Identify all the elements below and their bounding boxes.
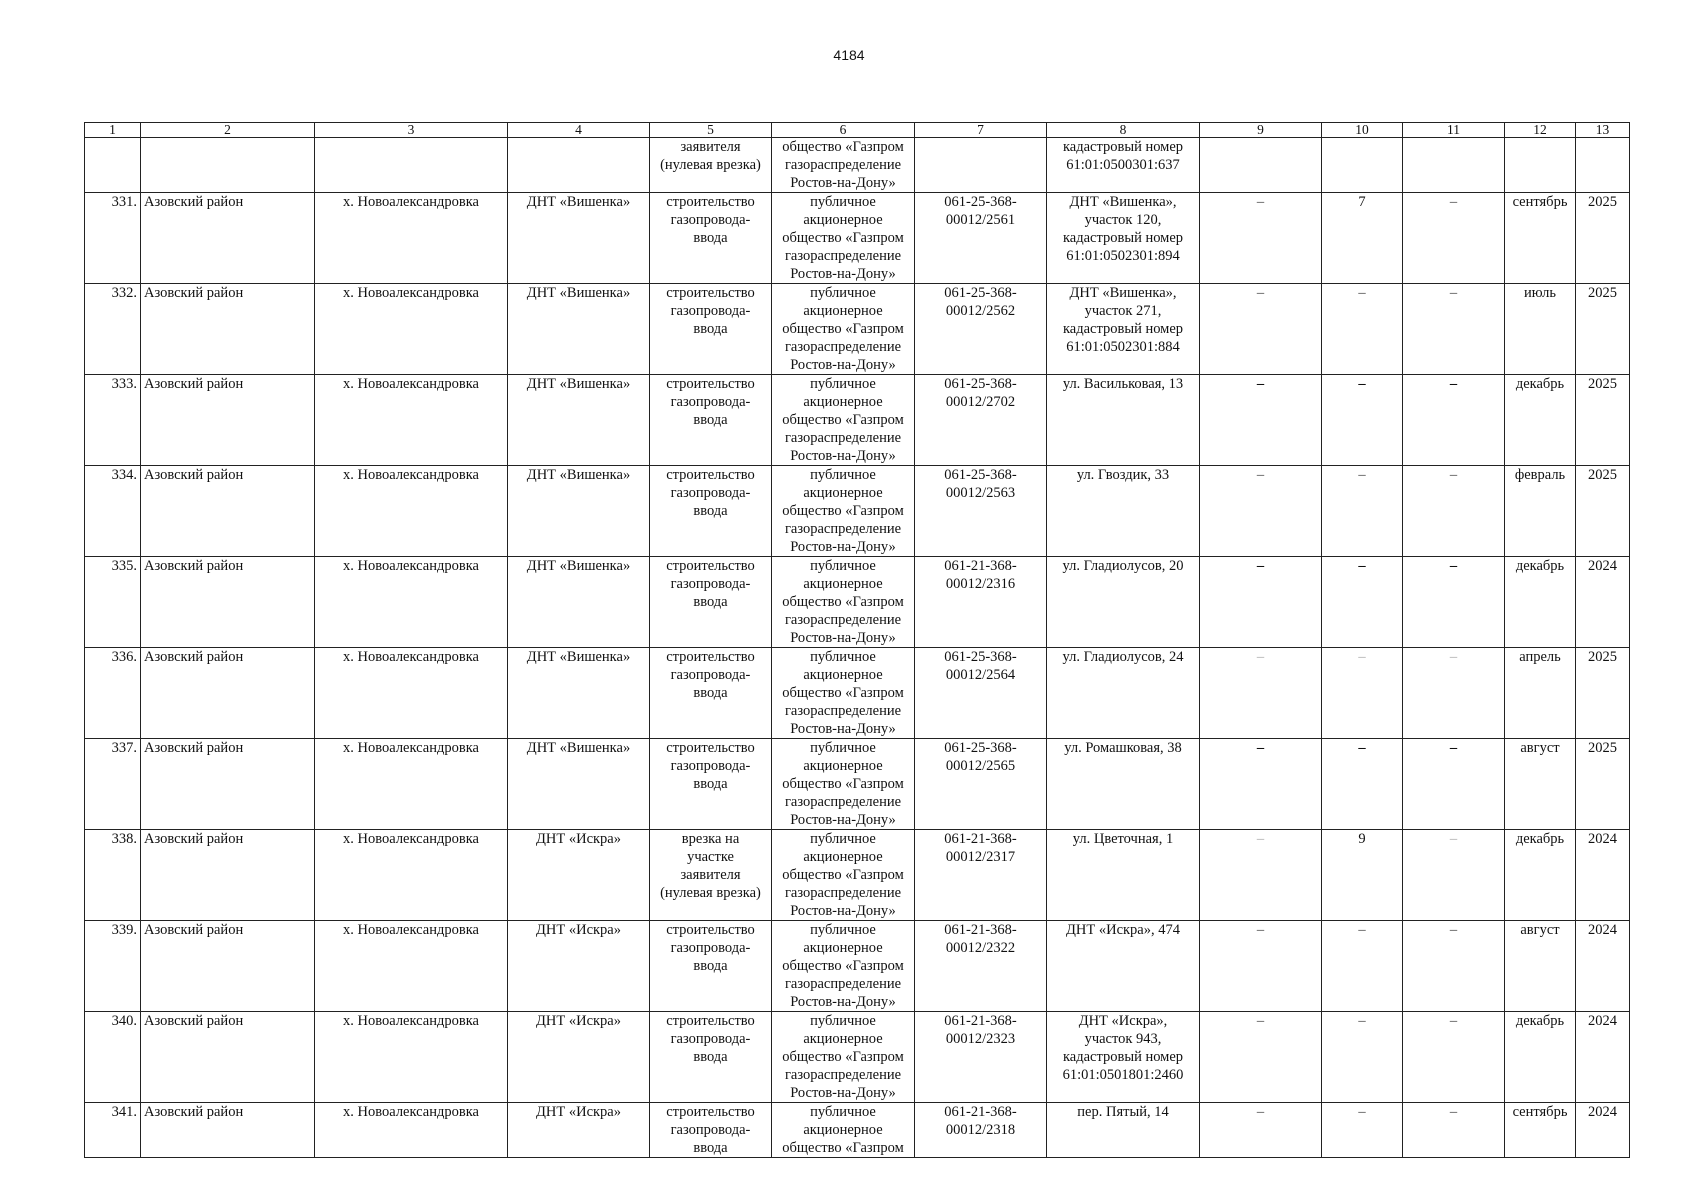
organization-cell: ДНТ «Искра» <box>508 921 650 1012</box>
table-row <box>85 284 1630 375</box>
col11-cell: – <box>1403 1103 1505 1158</box>
column-number: 3 <box>315 123 508 138</box>
row-number-cell: 338. <box>85 830 141 921</box>
table-row <box>85 557 1630 648</box>
address-cell: ул. Гладиолусов, 24 <box>1047 648 1200 739</box>
application-code-cell: 061-21-368- 00012/2316 <box>915 557 1047 648</box>
settlement-cell: х. Новоалександровка <box>315 921 508 1012</box>
col9-cell: – <box>1200 830 1322 921</box>
address-cell: пер. Пятый, 14 <box>1047 1103 1200 1158</box>
company-cell: публичное акционерное общество «Газпром газораспределение Ростов-на-Дону» <box>772 193 915 284</box>
district-cell: Азовский район <box>141 375 315 466</box>
table-cell <box>85 138 141 193</box>
col9-cell: – <box>1200 193 1322 284</box>
work-type-cell: строительство газопровода- ввода <box>650 739 772 830</box>
col11-cell: – <box>1403 1012 1505 1103</box>
table-cell <box>915 138 1047 193</box>
application-code-cell: 061-25-368- 00012/2563 <box>915 466 1047 557</box>
address-cell: ДНТ «Вишенка», участок 271, кадастровый номер 61:01:0502301:884 <box>1047 284 1200 375</box>
table-cell <box>1200 138 1322 193</box>
column-number: 12 <box>1505 123 1576 138</box>
settlement-cell: х. Новоалександровка <box>315 739 508 830</box>
col10-cell: – <box>1322 284 1403 375</box>
organization-cell: ДНТ «Вишенка» <box>508 284 650 375</box>
row-number-cell: 337. <box>85 739 141 830</box>
table-cell <box>141 138 315 193</box>
work-type-cell: строительство газопровода- ввода <box>650 921 772 1012</box>
month-cell: декабрь <box>1505 830 1576 921</box>
col9-cell: – <box>1200 284 1322 375</box>
settlement-cell: х. Новоалександровка <box>315 557 508 648</box>
month-cell: сентябрь <box>1505 193 1576 284</box>
month-cell: апрель <box>1505 648 1576 739</box>
column-number: 13 <box>1576 123 1630 138</box>
settlement-cell: х. Новоалександровка <box>315 193 508 284</box>
application-code-cell: 061-21-368- 00012/2318 <box>915 1103 1047 1158</box>
col10-cell: – <box>1322 375 1403 466</box>
row-number-cell: 339. <box>85 921 141 1012</box>
organization-cell: ДНТ «Искра» <box>508 1012 650 1103</box>
organization-cell: ДНТ «Искра» <box>508 830 650 921</box>
table-row <box>85 739 1630 830</box>
work-type-cell: строительство газопровода- ввода <box>650 284 772 375</box>
month-cell: декабрь <box>1505 1012 1576 1103</box>
application-code-cell: 061-25-368- 00012/2561 <box>915 193 1047 284</box>
column-number: 7 <box>915 123 1047 138</box>
address-cell: ул. Гладиолусов, 20 <box>1047 557 1200 648</box>
continuation-row <box>85 138 1630 193</box>
year-cell: 2024 <box>1576 1012 1630 1103</box>
column-number-row <box>85 123 1630 138</box>
col10-cell: – <box>1322 921 1403 1012</box>
table-row <box>85 193 1630 284</box>
col10-cell: 7 <box>1322 193 1403 284</box>
col9-cell: – <box>1200 1103 1322 1158</box>
year-cell: 2024 <box>1576 557 1630 648</box>
row-number-cell: 334. <box>85 466 141 557</box>
col9-cell: – <box>1200 921 1322 1012</box>
company-cell: публичное акционерное общество «Газпром газораспределение Ростов-на-Дону» <box>772 830 915 921</box>
work-type-cell: строительство газопровода- ввода <box>650 375 772 466</box>
col10-cell: – <box>1322 557 1403 648</box>
application-code-cell: 061-25-368- 00012/2562 <box>915 284 1047 375</box>
work-type-cell: строительство газопровода- ввода <box>650 1103 772 1158</box>
table-cell <box>1322 138 1403 193</box>
organization-cell: ДНТ «Вишенка» <box>508 739 650 830</box>
district-cell: Азовский район <box>141 739 315 830</box>
col11-cell: – <box>1403 648 1505 739</box>
year-cell: 2025 <box>1576 739 1630 830</box>
table-row <box>85 466 1630 557</box>
company-cell: общество «Газпром газораспределение Ростов-на-Дону» <box>772 138 915 193</box>
col11-cell: – <box>1403 466 1505 557</box>
column-number: 10 <box>1322 123 1403 138</box>
company-cell: публичное акционерное общество «Газпром газораспределение Ростов-на-Дону» <box>772 739 915 830</box>
address-cell: ДНТ «Искра», участок 943, кадастровый номер 61:01:0501801:2460 <box>1047 1012 1200 1103</box>
district-cell: Азовский район <box>141 466 315 557</box>
address-cell: ул. Васильковая, 13 <box>1047 375 1200 466</box>
column-number: 6 <box>772 123 915 138</box>
settlement-cell: х. Новоалександровка <box>315 1103 508 1158</box>
col11-cell: – <box>1403 557 1505 648</box>
column-number: 8 <box>1047 123 1200 138</box>
col10-cell: 9 <box>1322 830 1403 921</box>
organization-cell: ДНТ «Вишенка» <box>508 466 650 557</box>
column-number: 4 <box>508 123 650 138</box>
district-cell: Азовский район <box>141 1012 315 1103</box>
settlement-cell: х. Новоалександровка <box>315 1012 508 1103</box>
application-code-cell: 061-25-368- 00012/2564 <box>915 648 1047 739</box>
table-row <box>85 921 1630 1012</box>
col9-cell: – <box>1200 739 1322 830</box>
row-number-cell: 331. <box>85 193 141 284</box>
month-cell: сентябрь <box>1505 1103 1576 1158</box>
month-cell: август <box>1505 921 1576 1012</box>
district-cell: Азовский район <box>141 284 315 375</box>
row-number-cell: 336. <box>85 648 141 739</box>
column-number: 2 <box>141 123 315 138</box>
company-cell: публичное акционерное общество «Газпром газораспределение Ростов-на-Дону» <box>772 284 915 375</box>
col11-cell: – <box>1403 921 1505 1012</box>
col9-cell: – <box>1200 648 1322 739</box>
gas-connection-table <box>84 122 1630 1158</box>
col10-cell: – <box>1322 739 1403 830</box>
table-row <box>85 648 1630 739</box>
settlement-cell: х. Новоалександровка <box>315 466 508 557</box>
application-code-cell: 061-25-368- 00012/2565 <box>915 739 1047 830</box>
column-number: 1 <box>85 123 141 138</box>
column-number: 5 <box>650 123 772 138</box>
application-code-cell: 061-21-368- 00012/2322 <box>915 921 1047 1012</box>
organization-cell: ДНТ «Искра» <box>508 1103 650 1158</box>
settlement-cell: х. Новоалександровка <box>315 830 508 921</box>
address-cell: ДНТ «Вишенка», участок 120, кадастровый номер 61:01:0502301:894 <box>1047 193 1200 284</box>
year-cell: 2025 <box>1576 375 1630 466</box>
work-type-cell: строительство газопровода- ввода <box>650 557 772 648</box>
organization-cell: ДНТ «Вишенка» <box>508 193 650 284</box>
district-cell: Азовский район <box>141 648 315 739</box>
table-cell <box>508 138 650 193</box>
row-number-cell: 335. <box>85 557 141 648</box>
work-type-cell: строительство газопровода- ввода <box>650 193 772 284</box>
month-cell: февраль <box>1505 466 1576 557</box>
year-cell: 2024 <box>1576 830 1630 921</box>
month-cell: август <box>1505 739 1576 830</box>
col11-cell: – <box>1403 739 1505 830</box>
application-code-cell: 061-21-368- 00012/2317 <box>915 830 1047 921</box>
district-cell: Азовский район <box>141 193 315 284</box>
work-type-cell: строительство газопровода- ввода <box>650 1012 772 1103</box>
table-cell <box>1403 138 1505 193</box>
year-cell: 2025 <box>1576 193 1630 284</box>
company-cell: публичное акционерное общество «Газпром <box>772 1103 915 1158</box>
col11-cell: – <box>1403 284 1505 375</box>
address-cell: кадастровый номер 61:01:0500301:637 <box>1047 138 1200 193</box>
company-cell: публичное акционерное общество «Газпром газораспределение Ростов-на-Дону» <box>772 648 915 739</box>
address-cell: ДНТ «Искра», 474 <box>1047 921 1200 1012</box>
page-number: 4184 <box>833 47 865 63</box>
col9-cell: – <box>1200 557 1322 648</box>
address-cell: ул. Гвоздик, 33 <box>1047 466 1200 557</box>
year-cell: 2025 <box>1576 466 1630 557</box>
col9-cell: – <box>1200 1012 1322 1103</box>
work-type-cell: врезка на участке заявителя (нулевая врезка) <box>650 830 772 921</box>
table-row <box>85 830 1630 921</box>
work-type-cell: заявителя (нулевая врезка) <box>650 138 772 193</box>
year-cell: 2025 <box>1576 284 1630 375</box>
column-number: 11 <box>1403 123 1505 138</box>
col10-cell: – <box>1322 1012 1403 1103</box>
work-type-cell: строительство газопровода- ввода <box>650 648 772 739</box>
company-cell: публичное акционерное общество «Газпром газораспределение Ростов-на-Дону» <box>772 466 915 557</box>
settlement-cell: х. Новоалександровка <box>315 284 508 375</box>
row-number-cell: 341. <box>85 1103 141 1158</box>
month-cell: июль <box>1505 284 1576 375</box>
settlement-cell: х. Новоалександровка <box>315 648 508 739</box>
month-cell: декабрь <box>1505 375 1576 466</box>
row-number-cell: 332. <box>85 284 141 375</box>
year-cell: 2024 <box>1576 921 1630 1012</box>
company-cell: публичное акционерное общество «Газпром газораспределение Ростов-на-Дону» <box>772 1012 915 1103</box>
col10-cell: – <box>1322 1103 1403 1158</box>
work-type-cell: строительство газопровода- ввода <box>650 466 772 557</box>
year-cell: 2024 <box>1576 1103 1630 1158</box>
row-number-cell: 333. <box>85 375 141 466</box>
address-cell: ул. Цветочная, 1 <box>1047 830 1200 921</box>
year-cell: 2025 <box>1576 648 1630 739</box>
district-cell: Азовский район <box>141 1103 315 1158</box>
col10-cell: – <box>1322 466 1403 557</box>
company-cell: публичное акционерное общество «Газпром газораспределение Ростов-на-Дону» <box>772 921 915 1012</box>
company-cell: публичное акционерное общество «Газпром газораспределение Ростов-на-Дону» <box>772 375 915 466</box>
table-cell <box>315 138 508 193</box>
row-number-cell: 340. <box>85 1012 141 1103</box>
settlement-cell: х. Новоалександровка <box>315 375 508 466</box>
district-cell: Азовский район <box>141 830 315 921</box>
company-cell: публичное акционерное общество «Газпром газораспределение Ростов-на-Дону» <box>772 557 915 648</box>
organization-cell: ДНТ «Вишенка» <box>508 557 650 648</box>
column-number: 9 <box>1200 123 1322 138</box>
district-cell: Азовский район <box>141 557 315 648</box>
col9-cell: – <box>1200 466 1322 557</box>
table-row <box>85 1012 1630 1103</box>
table-cell <box>1576 138 1630 193</box>
application-code-cell: 061-25-368- 00012/2702 <box>915 375 1047 466</box>
application-code-cell: 061-21-368- 00012/2323 <box>915 1012 1047 1103</box>
col10-cell: – <box>1322 648 1403 739</box>
month-cell: декабрь <box>1505 557 1576 648</box>
col11-cell: – <box>1403 193 1505 284</box>
organization-cell: ДНТ «Вишенка» <box>508 375 650 466</box>
table-cell <box>1505 138 1576 193</box>
table-row <box>85 1103 1630 1158</box>
table-row <box>85 375 1630 466</box>
organization-cell: ДНТ «Вишенка» <box>508 648 650 739</box>
col11-cell: – <box>1403 830 1505 921</box>
address-cell: ул. Ромашковая, 38 <box>1047 739 1200 830</box>
col11-cell: – <box>1403 375 1505 466</box>
col9-cell: – <box>1200 375 1322 466</box>
district-cell: Азовский район <box>141 921 315 1012</box>
